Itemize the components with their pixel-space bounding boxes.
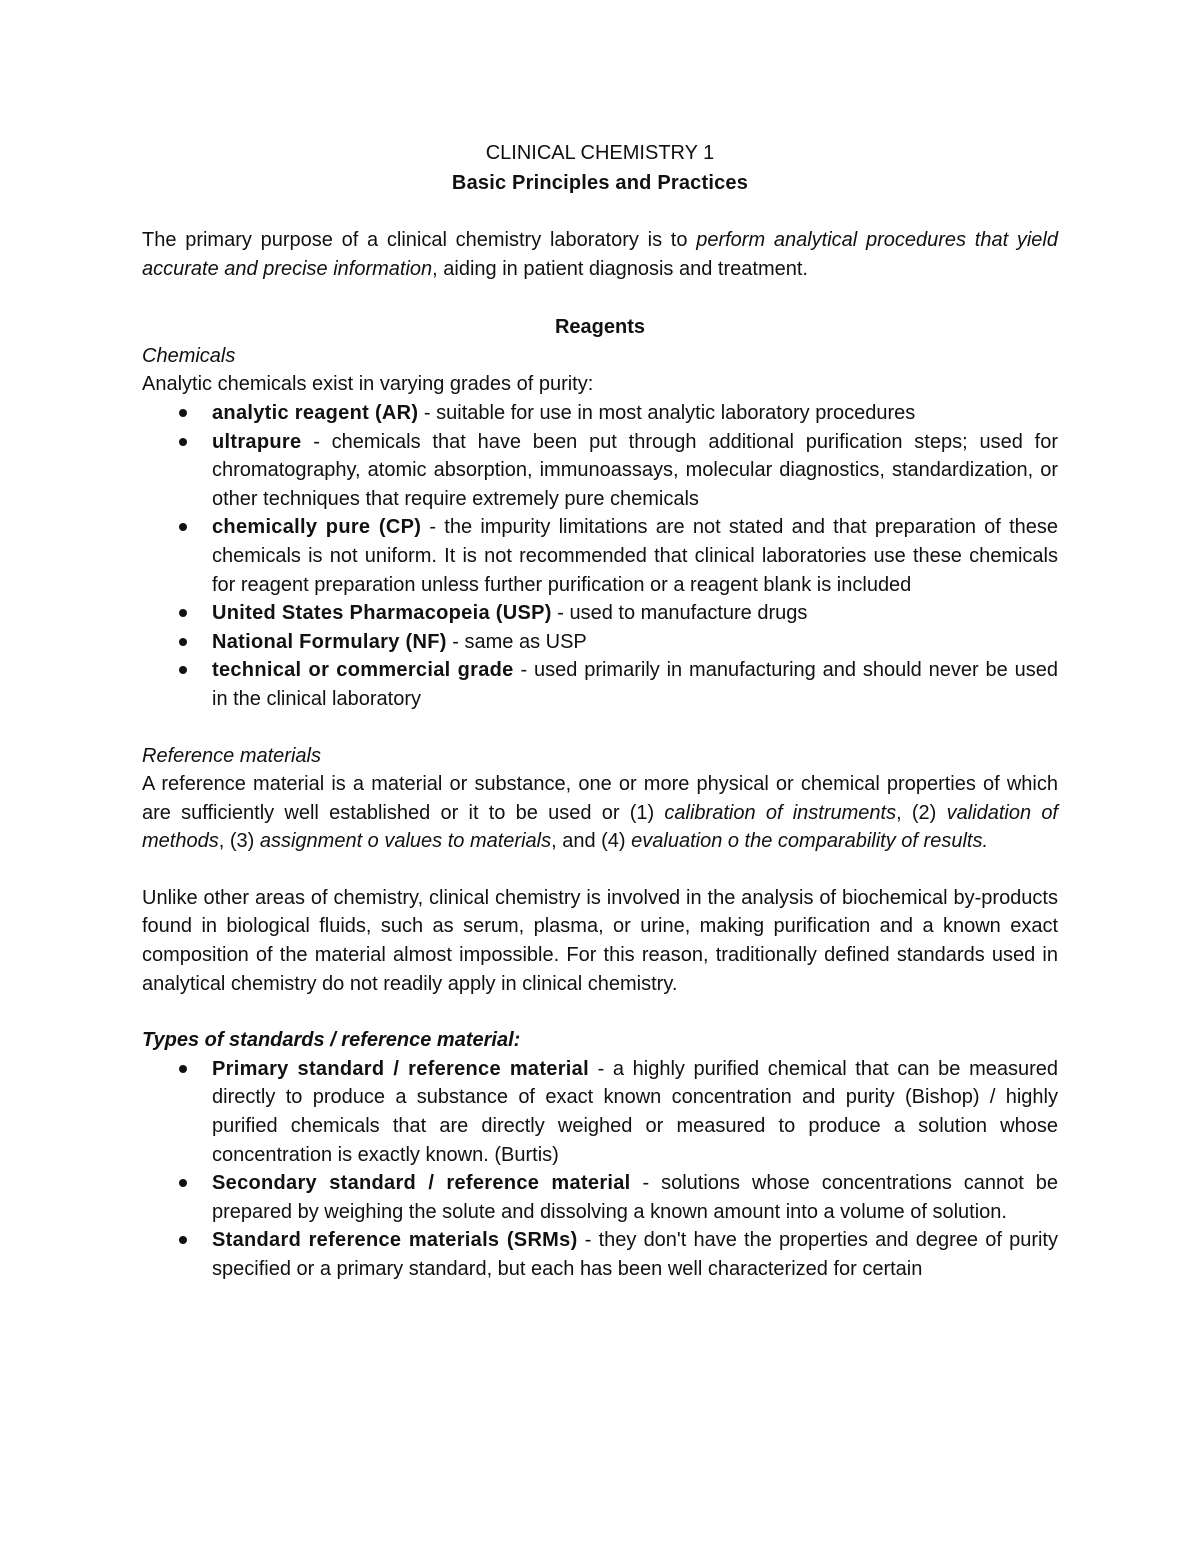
- paragraph-emphasis: evaluation o the comparability of results.: [631, 830, 988, 853]
- list-item-term: National Formulary (NF): [212, 630, 447, 653]
- paragraph-text: A reference material is a material or substance, one or more physical or chemical properties of which are sufficiently well established or it to be used or (1): [142, 773, 1058, 824]
- spacer: [142, 998, 1058, 1026]
- list-item: [212, 628, 1058, 657]
- list-item-term: chemically pure (CP): [212, 516, 422, 539]
- list-item-term: Standard reference materials (SRMs): [212, 1229, 578, 1252]
- intro-text-end: , aiding in patient diagnosis and treatment.: [432, 257, 808, 280]
- list-item: [212, 599, 1058, 628]
- bullet-icon: [179, 609, 187, 617]
- list-item-term: United States Pharmacopeia (USP): [212, 602, 552, 625]
- list-item: [212, 1055, 1058, 1169]
- chemicals-subheading: Chemicals: [142, 344, 236, 367]
- bullet-icon: [179, 409, 187, 417]
- list-item-text: - they don't have the properties and degree of purity specified or a primary standard, but each has been well characterized for certain: [212, 1229, 1058, 1280]
- standards-heading: Types of standards / reference material:: [142, 1029, 521, 1052]
- document-subtitle: Basic Principles and Practices: [451, 172, 749, 194]
- list-item-text: - the impurity limitations are not stated and that preparation of these chemicals is not uniform. It is not recommended that clinical laboratories use these chemicals for reagent preparation unless further purification or a reagent blank is included: [212, 516, 1058, 596]
- purity-grades-list: [142, 399, 1058, 714]
- spacer: [142, 856, 1058, 884]
- paragraph-emphasis: assignment o values to materials: [259, 830, 552, 853]
- list-item: [212, 399, 1058, 428]
- list-item-text: - chemicals that have been put through additional purification steps; used for chromatography, atomic absorption, immunoassays, molecular diagnostics, standardization, or other techniques that require extremely pure chemicals: [212, 430, 1058, 510]
- list-item-term: ultrapure: [212, 430, 302, 453]
- bullet-icon: [179, 1179, 187, 1187]
- paragraph-text: , and (4): [551, 830, 632, 853]
- list-item-text: - used to manufacture drugs: [551, 602, 808, 625]
- list-item-text: - solutions whose concentrations cannot be prepared by weighing the solute and dissolving a known amount into a volume of solution.: [212, 1172, 1059, 1223]
- reference-materials-subheading: Reference materials: [142, 744, 321, 767]
- chemicals-lead: Analytic chemicals exist in varying grades of purity:: [142, 373, 594, 396]
- standards-list: [142, 1055, 1058, 1284]
- document-page: [142, 138, 1058, 1284]
- list-item-term: Secondary standard / reference material: [212, 1172, 631, 1195]
- bullet-icon: [179, 523, 187, 531]
- paragraph-emphasis: calibration of instruments: [664, 801, 897, 824]
- list-item-term: analytic reagent (AR): [212, 401, 419, 424]
- bullet-icon: [179, 666, 187, 674]
- list-item-text: - same as USP: [446, 630, 587, 653]
- bullet-icon: [179, 1236, 187, 1244]
- list-item: [212, 1169, 1058, 1226]
- list-item-term: Primary standard / reference material: [212, 1057, 589, 1080]
- paragraph-text: , (2): [896, 801, 947, 824]
- intro-text: The primary purpose of a clinical chemistry laboratory is to: [142, 229, 697, 251]
- intro-emphasis: perform analytical procedures that yield accurate and precise information: [142, 229, 1058, 280]
- list-item: [212, 656, 1058, 713]
- reagents-heading: Reagents: [554, 316, 646, 339]
- list-item-term: technical or commercial grade: [212, 659, 514, 682]
- clinical-chemistry-paragraph: Unlike other areas of chemistry, clinical chemistry is involved in the analysis of biochemical by-products found in biological fluids, such as serum, plasma, or urine, making purification and a known exact composition of the material almost impossible. For this reason, traditionally defined standards used in analytical chemistry do not readily apply in clinical chemistry.: [142, 886, 1058, 995]
- list-item: [212, 513, 1058, 599]
- list-item-text: - used primarily in manufacturing and should never be used in the clinical laboratory: [212, 659, 1058, 710]
- spacer: [142, 714, 1058, 742]
- bullet-icon: [179, 438, 187, 446]
- paragraph-emphasis: validation of methods: [142, 801, 1058, 853]
- reference-definition-paragraph: [142, 770, 1058, 856]
- list-item: [212, 1226, 1058, 1283]
- paragraph-text: , (3): [218, 830, 260, 853]
- bullet-icon: [179, 1065, 187, 1073]
- spacer: [142, 198, 1058, 226]
- list-item: [212, 428, 1058, 514]
- document-title: CLINICAL CHEMISTRY 1: [485, 142, 715, 164]
- list-item-text: - suitable for use in most analytic laboratory procedures: [418, 401, 916, 424]
- bullet-icon: [179, 638, 187, 646]
- list-item-text: - a highly purified chemical that can be measured directly to produce a substance of exact known concentration and purity (Bishop) / highly purified chemicals that are directly weighed or measured to produce a solution whose concentration is exactly known. (Burtis): [212, 1057, 1058, 1166]
- intro-paragraph: [142, 226, 1058, 283]
